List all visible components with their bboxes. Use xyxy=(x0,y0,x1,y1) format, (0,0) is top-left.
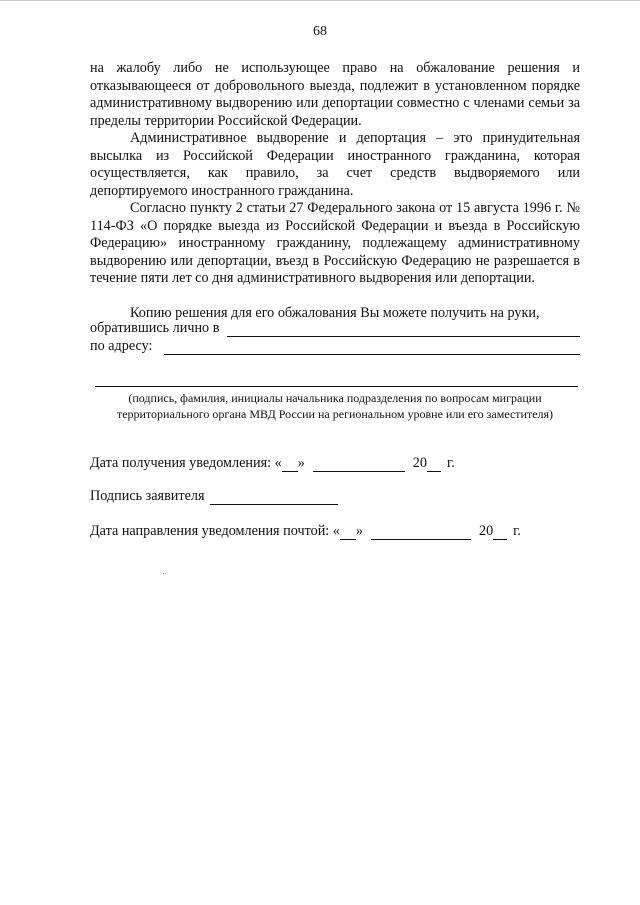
mail-year-prefix: 20 xyxy=(478,523,494,539)
receipt-close-quote: » xyxy=(297,455,305,471)
receipt-date-row xyxy=(90,455,455,472)
scan-edge-line xyxy=(0,0,640,1)
signature-caption: (подпись, фамилия, инициалы начальника подразделения по вопросам миграции территориального органа МВД России на региональном уровне или его заместителя) xyxy=(116,391,554,421)
page-number: 68 xyxy=(313,24,327,39)
in-person-blank[interactable] xyxy=(227,322,580,337)
address-label: по адресу: xyxy=(90,338,153,354)
in-person-label: обратившись лично в xyxy=(90,320,220,336)
applicant-signature-row xyxy=(90,488,338,505)
mail-close-quote: » xyxy=(355,523,363,539)
scan-speck xyxy=(163,573,164,574)
in-person-row xyxy=(90,320,580,337)
receipt-year-blank[interactable] xyxy=(427,457,441,472)
paragraph-deportation-intro: на жалобу либо не использующее право на обжалование решения и отказывающееся от добровольного выезда, подлежит в установленном порядке административному выдворению или депортации совместно с членами семьи за пределы территории Российской Федерации. xyxy=(90,60,580,129)
official-signature-line[interactable] xyxy=(95,386,578,387)
mail-year-suffix: г. xyxy=(513,523,521,539)
paragraph-copy-of-decision: Копию решения для его обжалования Вы можете получить на руки, xyxy=(130,305,540,321)
paragraph-definition: Административное выдворение и депортация – это принудительная высылка из Российской Федерации иностранного гражданина, которая осуществляется, как правило, за счет средств выдворяемого или депортируемого иностранного гражданина. xyxy=(90,130,580,199)
mail-day-blank[interactable] xyxy=(340,525,356,540)
address-row xyxy=(90,338,580,355)
receipt-date-label: Дата получения уведомления: « xyxy=(90,455,282,471)
address-blank[interactable] xyxy=(164,340,580,355)
mail-month-blank[interactable] xyxy=(371,525,471,540)
applicant-signature-label: Подпись заявителя xyxy=(90,488,205,504)
mail-date-label: Дата направления уведомления почтой: « xyxy=(90,523,340,539)
applicant-signature-blank[interactable] xyxy=(210,490,338,505)
receipt-day-blank[interactable] xyxy=(282,457,298,472)
receipt-year-suffix: г. xyxy=(446,455,455,471)
mail-year-blank[interactable] xyxy=(493,525,507,540)
receipt-year-prefix: 20 xyxy=(412,455,427,471)
mail-date-row xyxy=(90,523,521,540)
paragraph-law-reference: Согласно пункту 2 статьи 27 Федерального закона от 15 августа 1996 г. № 114-ФЗ «О порядке выезда из Российской Федерации и въезда в Российскую Федерацию» иностранному гражданину, подлежащему административному выдворению или депортации, въезд в Российскую Федерацию не разрешается в течение пяти лет со дня административного выдворения или депортации. xyxy=(90,200,580,287)
receipt-month-blank[interactable] xyxy=(313,457,405,472)
